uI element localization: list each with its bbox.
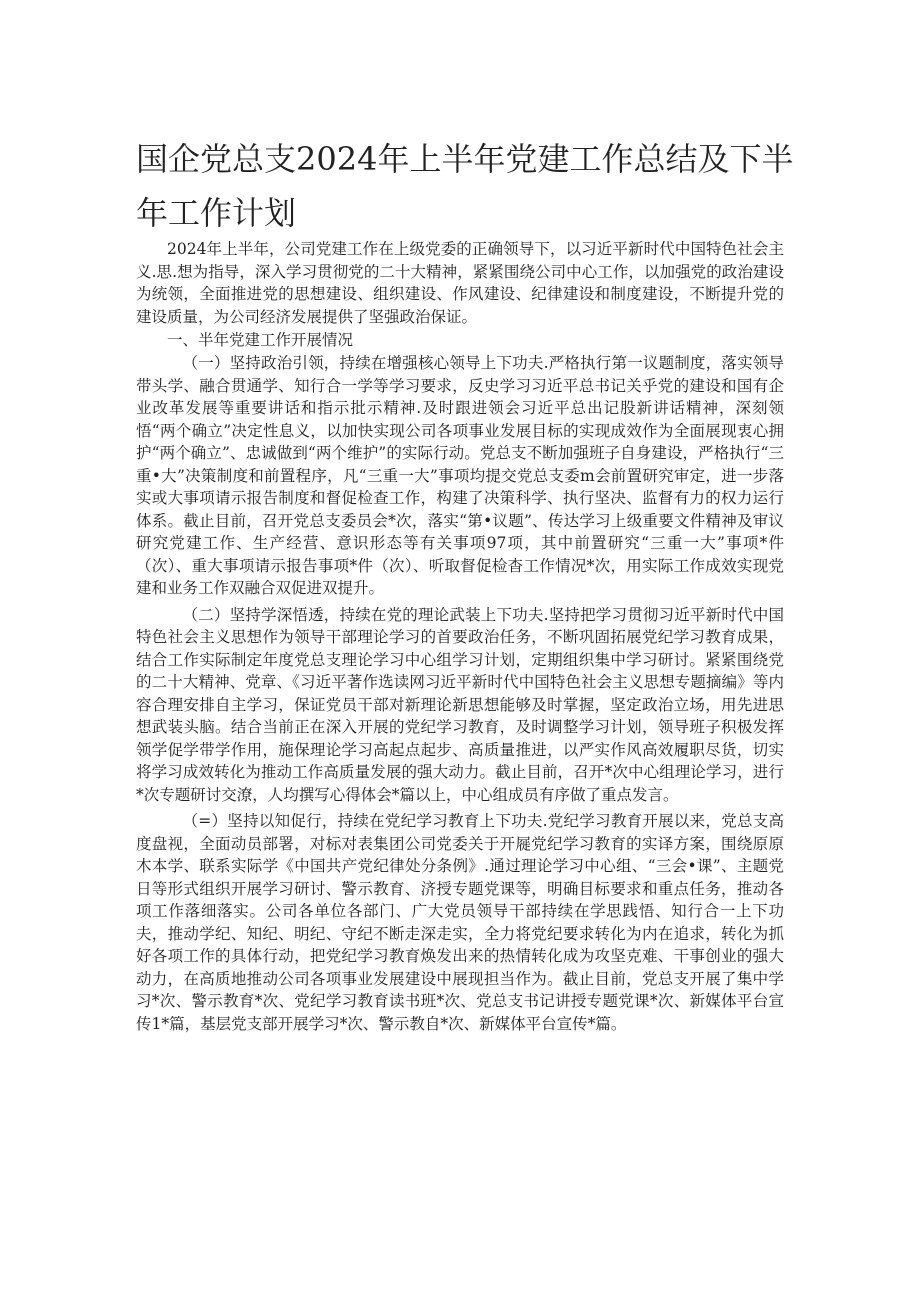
document-body — [136, 238, 784, 1035]
intro-paragraph: 2024年上半年，公司党建工作在上级党委的正确领导下，以习近平新时代中国特色社会主义.思.想为指导，深入学习贯彻党的二十大精神，紧紧围绕公司中心工作，以加强党的政治建设为统领，全面推进党的思想建设、组织建设、作风建设、纪律建设和制度建设，不断提升党的建设质量，为公司经济发展提供了坚强政治保证。 — [136, 240, 784, 326]
section-heading-1: 一、半年党建工作开展情况 — [167, 331, 354, 349]
document-title: 国企党总支2024年上半年党建工作总结及下半年工作计划 — [136, 140, 794, 232]
section-item-1: （一）坚持政治引领，持续在增强核心领导上下功夫.严格执行第一议题制度，落实领导带头学、融合贯通学、知行合一学等学习要求，反史学习习近平总书记关乎党的建设和国有企业改革发展等重要讲话和指示批示精神.及时跟进领会习近平总出记股新讲话精神，深刻领悟“两个确立”决定性息义，以加快实现公司各项事业发展目标的实现成效作为全面展现衷心拥护“两个确立”、忠诚做到“两个维护”的实际行动。党总支不断加强班子自身建设，严格执行“三重•大”决策制度和前置程序，凡“三重一大”事项均提交党总支委m会前置研究审定，进一步落实或大事项请示报告制度和督促检查工作，构建了决策科学、执行坚决、监督有力的权力运行体系。截止目前，召开党总支委员会*次，落实“第•议题”、传达学习上级重要文件精神及审议研究党建工作、生产经营、意识形态等有关事项97项，其中前置研究“三重一大”事项*件（次）、重大事项请示报告事项*件（次）、听取督促检杳工作情况*次，用实际工作成效实现党建和业务工作双融合双促进双提升。 — [136, 354, 784, 597]
section-item-3: （=）坚持以知促行，持续在党纪学习教育上下功夫.党纪学习教育开展以来，党总支高度盘视，全面动员部署，对标对表集团公司党委关于开屣党纪学习教育的实译方案，围绕原原木本学、联系实际学《中国共产党纪律处分条例》.通过理论学习中心组、“三会•课”、主题党日等形式组织开展学习研讨、警示教育、济授专题党课等，明确目标要求和重点任务，推动各项工作落细落实。公司各单位各部门、广大党员领导干部持续在学思践悟、知行合一上下功夫，推动学纪、知纪、明纪、守纪不断走深走实，全力将党纪要求转化为内在追求，转化为抓好各项工作的具体行动，把党纪学习教育焕发出来的热情转化成为攻坚克难、干事创业的强大动力，在高质地推动公司各项事业发展建设中展现担当作为。截止目前，党总支开展了集中学习*次、警示教育*次、党纪学习教育读书班*次、党总支书记讲授专题党课*次、新媒体平台宣传1*篇，基层党支部开展学习*次、警示教自*次、新媒体平台宣传*篇。 — [136, 812, 784, 1033]
section-item-2: （二）坚持学深悟透，持续在党的理论武装上下功夫.坚持把学习贯彻习近平新时代中国特色社会主义思想作为领导干部理论学习的首要政治任务，不断巩固拓展党纪学习教育成果，结合工作实际制定年度党总支理论学习中心组学习计划，定期组织集中学习研讨。紧紧围绕党的二十大精神、党章、《习近平著作选读网习近平新时代中国特色社会主义思想专题摘编》等内容合理安排自主学习，保证党员干部对新理论新思想能够及时掌握，坚定政治立场，用先进思想武装头脑。结合当前正在深入开展的党纪学习教育，及时调整学习计划，领导班子积极发挥领学促学带学作用，施保理论学习高起点起步、高质量推进，以严实作风高效履职尽货，切实将学习成效转化为推动工作高质量发展的强大动力。截止目前，召开*次中心组理论学习，进行*次专题研讨交潦，人均撰写心得体会*篇以上，中心组成员有序做了重点发言。 — [136, 605, 784, 804]
